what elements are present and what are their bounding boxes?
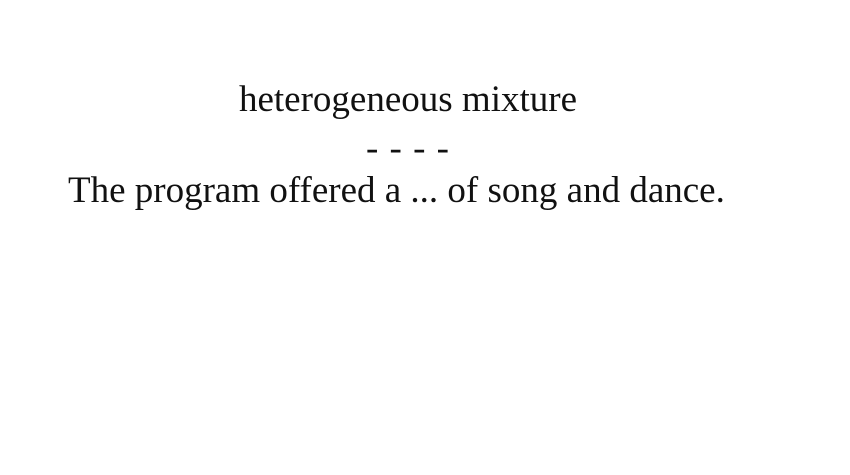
card-term: heterogeneous mixture bbox=[238, 79, 578, 120]
card-example-sentence: The program offered a ... of song and dance. bbox=[68, 170, 725, 211]
card-separator: - - - - bbox=[365, 128, 451, 169]
